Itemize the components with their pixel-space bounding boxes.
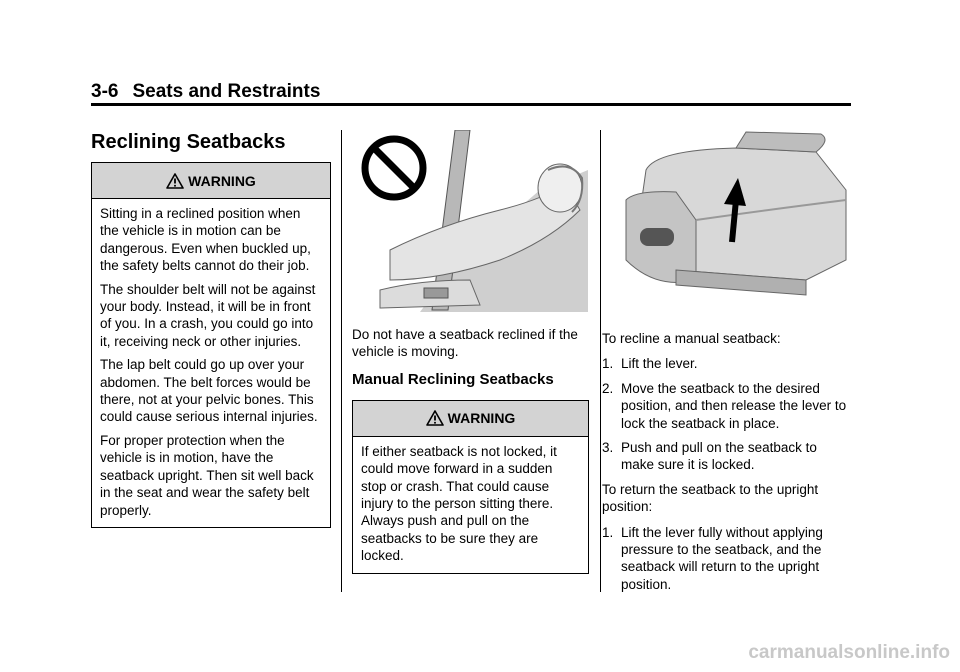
warning-triangle-icon: [166, 173, 184, 189]
warning-paragraph: If either seatback is not locked, it could move forward in a sudden stop or crash. That could cause injury to the person sitting there. Always push and pull on the seatbacks to be sure they are locked.: [361, 443, 557, 564]
warning-triangle-icon: [426, 410, 444, 426]
seat-lever-illustration: [616, 130, 864, 316]
step-number: 1.: [602, 356, 614, 372]
middle-column: [352, 130, 592, 574]
column-divider: [600, 130, 601, 592]
step-text: Move the seatback to the desired position, and then release the lever to lock the seatback in place.: [621, 380, 847, 431]
section-heading-manual: Manual Reclining Seatbacks: [352, 370, 554, 388]
watermark: carmanualsonline.info: [748, 642, 950, 663]
warning-title: WARNING: [447, 410, 516, 427]
header-text: [91, 81, 320, 103]
page-number: 3-6: [91, 81, 119, 102]
step-text: Push and pull on the seatback to make sure it is locked.: [621, 440, 817, 473]
warning-header: [353, 401, 588, 437]
step-number: 3.: [602, 440, 614, 456]
warning-body: [353, 437, 588, 573]
illustration-caption: Do not have a seatback reclined if the vehicle is moving.: [352, 327, 578, 360]
warning-paragraph: The shoulder belt will not be against your body. Instead, it will be in front of you. In a crash, you could go into it, receiving neck or other injuries.: [100, 281, 316, 349]
recline-intro: To recline a manual seatback:: [602, 331, 781, 346]
column-divider: [341, 130, 342, 592]
step-text: Lift the lever fully without applying pressure to the seatback, and the seatback will return to the upright position.: [621, 524, 823, 592]
left-column: [91, 130, 331, 528]
page-header: [91, 82, 851, 106]
list-item: [602, 380, 852, 432]
list-item: [602, 355, 852, 372]
upright-steps: [602, 524, 852, 594]
step-number: 1.: [602, 524, 614, 540]
recline-steps: [602, 355, 852, 473]
step-number: 2.: [602, 380, 614, 396]
warning-box-manual: [352, 400, 589, 574]
list-item: [602, 524, 852, 594]
section-heading-reclining: Reclining Seatbacks: [91, 131, 286, 153]
list-item: [602, 439, 852, 474]
warning-header: [92, 163, 330, 199]
warning-paragraph: The lap belt could go up over your abdomen. The belt forces would be there, not at your pelvic bones. This could cause serious internal injuries.: [100, 357, 318, 425]
reclined-passenger-illustration: [360, 130, 588, 312]
warning-paragraph: For proper protection when the vehicle is in motion, have the seatback upright. Then sit well back in the seat and wear the safety belt properly.: [100, 432, 314, 518]
prohibition-icon: [365, 139, 423, 197]
warning-title: WARNING: [188, 172, 256, 189]
section-title: Seats and Restraints: [132, 81, 321, 102]
warning-box-reclining: [91, 162, 331, 528]
step-text: Lift the lever.: [621, 356, 698, 372]
warning-body: [92, 199, 330, 527]
right-column: [602, 130, 852, 600]
upright-intro: To return the seatback to the upright position:: [602, 481, 819, 515]
warning-paragraph: Sitting in a reclined position when the vehicle is in motion can be dangerous. Even when buckled up, the safety belts cannot do their job.: [100, 206, 311, 274]
